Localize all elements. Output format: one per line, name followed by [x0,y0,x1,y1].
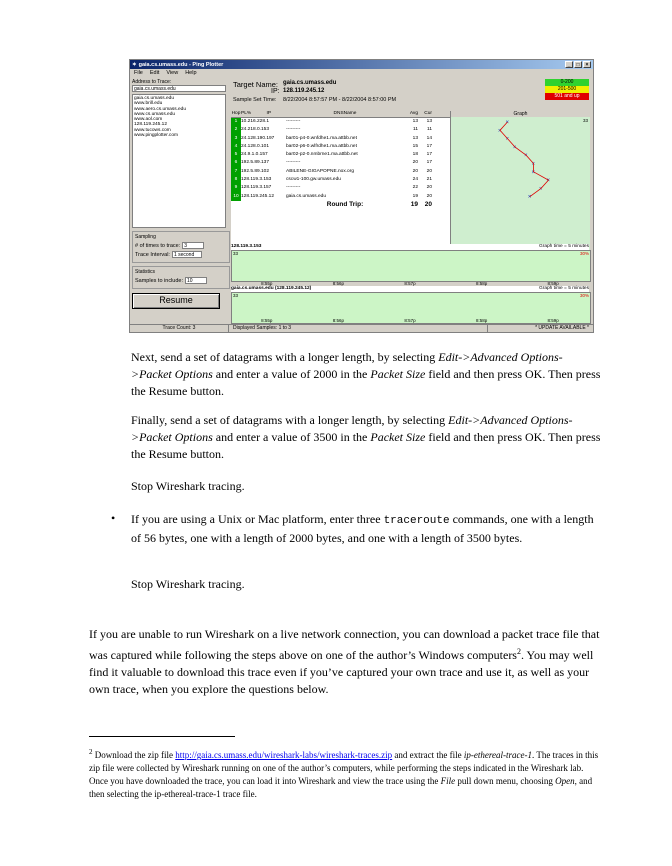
table-row[interactable] [231,176,451,184]
latency-svg [451,118,590,210]
trace-zip-link[interactable]: http://gaia.cs.umass.edu/wireshark-labs/wireshark-traces.zip [175,750,393,760]
hop-avg: 19 [412,193,418,199]
latency-point: × [505,136,509,143]
round-trip-avg: 19 [410,200,418,208]
latency-point: × [546,178,550,185]
list-item[interactable]: www.aero.cs.umass.edu [134,106,186,112]
close-icon[interactable]: × [583,61,591,68]
paragraph-3500: Finally, send a set of datagrams with a longer length, by selecting Edit->Advanced Options->Packet Options and enter a value of 3500 in the Packet Size field and then press OK. Then press the Resume button. [131,413,601,461]
plot2-max: 33 [233,293,239,298]
stop-tracing-2: Stop Wireshark tracing. [131,577,245,591]
hop-dns: --------- [286,160,301,166]
table-row[interactable] [231,126,451,134]
samples-input[interactable]: 10 [185,277,207,284]
color-legend [545,79,589,100]
hop-ip: 10.216.228.1 [241,119,270,124]
menu-edit[interactable]: Edit [149,70,160,76]
hop-cur: 17 [426,160,432,166]
hop-avg: 15 [412,143,418,149]
table-row[interactable] [231,193,451,201]
hop-ip: 24.218.0.153 [241,127,270,133]
hop-dns: bar01-p4-0.wnfdhe1.ma.attbb.net [286,135,357,141]
hop-number: 5 [231,151,241,159]
left-panel [132,79,230,330]
legend-item: 0-200 [545,79,589,86]
hop-number: 2 [231,126,241,134]
latency-point: × [531,169,536,176]
hop-number: 3 [231,135,241,143]
list-item[interactable]: 128.119.245.12 [134,122,167,128]
round-trip-row [231,201,451,209]
tick-label: 8:56p [332,281,345,286]
hop-number: 6 [231,159,241,167]
time-plot-1 [231,250,591,282]
hop-ip: 24.9.1.0.157 [241,152,268,158]
footnote-rule [89,736,235,737]
hop-ip: 128.119.245.12 [241,193,274,199]
latency-point: × [539,186,543,193]
menu-view[interactable]: View [166,70,179,76]
address-label: Address to Trace: [132,79,172,85]
status-bar [130,324,593,332]
hop-ip: 128.119.3.153 [241,177,272,183]
hop-number: 7 [231,168,241,176]
hop-avg: 20 [412,168,418,174]
list-item[interactable]: www.pingplotter.com [134,133,178,139]
statistics-label: Statistics [135,269,156,275]
ip-value: 128.119.245.12 [283,88,325,94]
list-item[interactable]: www.aol.com [134,117,163,123]
sample-time-label: Sample Set Time: [233,97,277,103]
hop-avg: 20 [412,160,418,166]
table-row[interactable] [231,118,451,126]
tick-label: 8:57p [404,318,416,323]
hop-dns: --------- [286,119,301,124]
tick-label: 8:57p [404,281,416,286]
col-pl[interactable]: PL% [241,111,252,116]
latency-point: × [498,128,502,135]
ip-label: IP: [271,88,280,95]
samples-label: Samples to include: [135,277,183,284]
plot2-time-label: Graph time = 5 minutes [539,286,589,291]
list-item[interactable]: gaia.cs.umass.edu [134,96,174,101]
table-row[interactable] [231,184,451,192]
latency-point: × [505,120,509,126]
round-trip-label: Round Trip: [326,200,364,208]
plot2-pct: 30% [579,293,589,298]
statistics-group [132,266,230,289]
list-item[interactable]: www.cs.umass.edu [134,111,176,117]
latency-point: × [524,153,528,160]
hop-ip: 192.5.89.137 [241,160,270,166]
hop-dns: ABILENE-GIGAPOPNE.nox.org [286,168,354,174]
displayed-samples: Displayed Samples: 1 to 3 [229,325,488,332]
graph-max: 33 [582,118,588,123]
col-avg[interactable]: Avg [409,111,418,116]
bullet: • [111,511,116,525]
hop-avg: 22 [412,185,418,191]
hop-number: 1 [231,118,241,126]
tick-label: 8:58p [475,318,488,323]
hop-cur: 21 [426,177,432,183]
minimize-icon[interactable]: _ [565,61,573,68]
graph-label: Graph [451,111,590,117]
hop-cur: 13 [426,119,432,124]
hop-cur: 17 [426,152,432,158]
hop-avg: 13 [412,135,418,141]
table-row[interactable] [231,159,451,167]
round-trip-cur: 20 [424,200,432,208]
hop-cur: 20 [426,193,432,199]
hop-avg: 11 [413,127,418,133]
hop-ip: 128.119.3.157 [241,185,272,191]
tick-label: 8:56p [332,318,345,323]
hop-cur: 20 [426,168,432,174]
title-bar [130,60,593,69]
legend-item: 501 and up [545,93,589,100]
menu-bar [130,69,593,77]
table-row[interactable] [231,151,451,159]
update-available[interactable]: * UPDATE AVAILABLE * [535,325,589,331]
hop-cur: 14 [426,135,432,141]
hop-dns: bar02-p2-0.nmbrne1.ma.attbb.net [286,152,358,158]
hop-ip: 24.128.190.197 [241,135,275,141]
footnote: $^2$ Download the zip file http://gaia.cs.umass.edu/wireshark-labs/wireshark-traces.zip and extract the file ip-ethereal-trace-1. The traces in this zip file were collected by Wireshark running on one of the author’s computers, while performing the steps indicated in the Wireshark lab. Once you have downloaded the trace, you can load it into Wireshark and view the trace using the File pull down menu, choosing Open, and then selecting the ip-ethereal-trace-1 trace file. [89,748,599,799]
tick-label: 8:59p [547,281,559,286]
hop-avg: 24 [412,177,418,183]
hop-number: 10 [231,193,241,201]
times-label: # of times to trace: [135,242,181,249]
hop-dns: gaia.cs.umass.edu [286,193,326,199]
tick-label: 8:55p [261,318,273,323]
maximize-icon[interactable]: □ [574,61,582,68]
times-input[interactable]: 3 [182,242,204,249]
tick-label: 8:58p [475,281,488,286]
hop-avg: 18 [412,152,418,158]
hop-ip: 24.128.0.101 [241,143,270,149]
stop-tracing-1: Stop Wireshark tracing. [131,479,245,493]
sample-time: 8/22/2004 8:57:57 PM - 8/22/2004 8:57:00 PM [283,97,397,103]
list-item[interactable]: www.tucows.com [134,127,171,133]
paragraph-trace-download: If you are unable to run Wireshark on a live network connection, you can download a packet trace file that was captured while following the steps above on one of the author’s Windows computers$^2$. You may well find it valuable to download this trace even if you’ve captured your own trace and use it, as well as your own trace, when you explore the questions below. [89,627,600,696]
hop-avg: 13 [412,119,418,124]
tick-label: 8:55p [261,281,273,286]
col-hop[interactable]: Hop [231,111,241,116]
col-dns[interactable]: DNSName [333,111,357,116]
hop-dns: cscw1-100.gw.umass.edu [286,177,341,183]
hop-dns: --------- [286,185,301,191]
latency-point: × [531,161,536,168]
sampling-label: Sampling [135,234,156,240]
sampling-group [132,231,230,263]
target-header [231,79,591,107]
hop-cur: 11 [427,127,432,133]
trace-count: Trace Count: 3 [130,325,229,332]
menu-file[interactable]: File [134,70,143,76]
latency-point: × [527,194,532,201]
hop-number: 8 [231,176,241,184]
hop-dns: bar02-p6-0.wlfrdhe1.ma.attbb.net [286,143,357,149]
table-row[interactable] [231,143,451,151]
plot1-max: 33 [233,251,239,256]
hop-ip: 192.5.89.102 [241,168,270,174]
hop-dns: --------- [286,127,301,133]
address-input[interactable]: gaia.cs.umass.edu [132,85,226,92]
table-row[interactable] [231,135,451,143]
plot1-pct: 30% [579,251,589,256]
legend-item: 201-500 [545,86,589,93]
col-ip[interactable]: PL% IP [241,111,272,116]
table-row[interactable] [231,168,451,176]
hop-number: 9 [231,184,241,192]
app-icon: ✶ [132,61,137,68]
hop-number: 4 [231,143,241,151]
address-history-list[interactable] [132,94,226,228]
target-name-label: Target Name: [233,80,279,89]
plot1-title: 128.119.3.153 [231,244,262,249]
pingplotter-window [129,59,594,333]
time-axis-2 [231,318,589,323]
interval-label: Trace Interval: [135,251,170,258]
hop-cur: 17 [426,143,432,149]
plot1-time-label: Graph time = 5 minutes [539,244,589,249]
hop-cur: 20 [426,185,432,191]
interval-select[interactable]: 1 second [172,251,202,258]
resume-button[interactable]: Resume [132,293,220,309]
latency-point: × [512,144,517,151]
menu-help[interactable]: Help [185,70,197,76]
bullet-unix-mac: If you are using a Unix or Mac platform, enter three traceroute commands, one with a length of 56 bytes, one with a length of 2000 bytes, and one with a length of 3500 bytes. [131,512,594,545]
plot2-title: gaia.cs.umass.edu (128.119.245.12) [231,286,312,291]
table-header [231,111,451,118]
paragraph-2000: Next, send a set of datagrams with a longer length, by selecting Edit->Advanced Options->Packet Options and enter a value of 2000 in the Packet Size field and then press OK. Then press the Resume button. [131,350,601,398]
list-item[interactable]: www.brill.edu [134,101,163,107]
col-cur[interactable]: Cur [424,111,432,116]
tick-label: 8:59p [547,318,559,323]
target-name: gaia.cs.umass.edu [283,80,337,86]
window-title: gaia.cs.umass.edu - Ping Plotter [138,61,224,68]
